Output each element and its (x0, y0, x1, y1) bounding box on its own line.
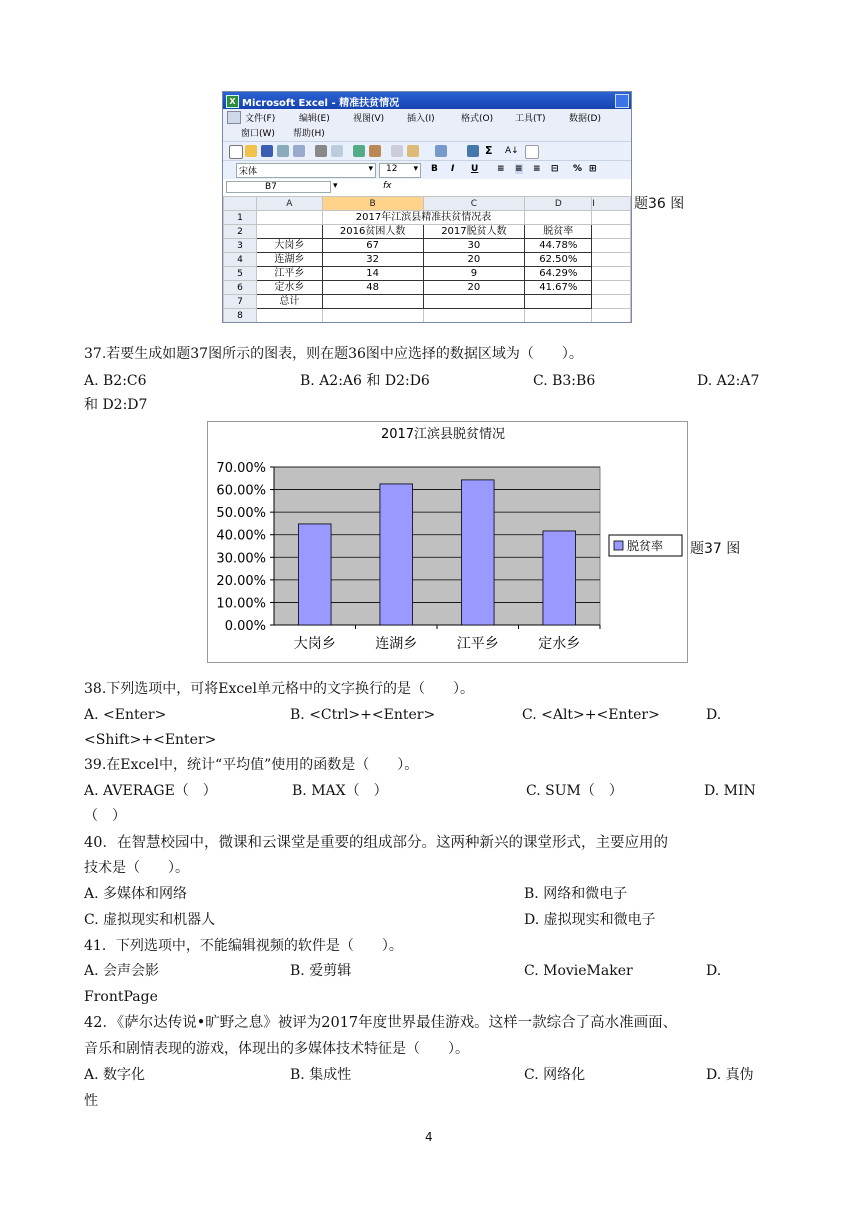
x-tick-label: 定水乡 (538, 636, 581, 652)
q39-option-d-cont: （ ） (84, 808, 126, 824)
q41-option-a: A. 会声会影 (84, 963, 160, 979)
y-tick-label: 40.00% (216, 528, 266, 544)
header-cell[interactable]: 2016贫困人数 (322, 225, 423, 239)
col-header-c[interactable]: C (423, 197, 525, 211)
legend-label: 脱贫率 (627, 539, 664, 553)
name-box[interactable]: B7 (226, 181, 331, 193)
menu-window[interactable]: 窗口(W) (241, 129, 275, 139)
data-cell[interactable]: 9 (423, 267, 525, 281)
q40-stem-line1: 40．在智慧校园中，微课和云课堂是重要的组成部分。这两种新兴的课堂形式，主要应用的 (84, 835, 668, 851)
header-cell[interactable]: 脱贫率 (525, 225, 592, 239)
q42-option-b: B. 集成性 (290, 1067, 352, 1083)
data-cell[interactable]: 30 (423, 239, 525, 253)
header-cell[interactable]: 2017脱贫人数 (423, 225, 525, 239)
copy-icon[interactable] (391, 145, 403, 157)
y-tick-label: 50.00% (216, 506, 266, 522)
q42-stem-line1: 42．《萨尔达传说•旷野之息》被评为2017年度世界最佳游戏。这样一款综合了高水准画面、 (84, 1015, 678, 1031)
q42-stem-line2: 音乐和剧情表现的游戏，体现出的多媒体技术特征是（ ）。 (84, 1041, 469, 1057)
q40-option-b: B. 网络和微电子 (524, 886, 628, 902)
q37-option-d-cont: 和 D2:D7 (84, 397, 148, 413)
font-name-box[interactable] (236, 163, 376, 178)
autosum-icon[interactable]: Σ (485, 144, 493, 157)
excel-title-bar (223, 92, 631, 109)
menu-edit[interactable]: 编辑(E) (299, 114, 330, 124)
y-tick-label: 30.00% (216, 551, 266, 567)
x-tick-label: 江平乡 (456, 636, 499, 652)
selected-cell-b7[interactable] (322, 295, 423, 309)
col-header-a[interactable]: A (257, 197, 323, 211)
borders-icon[interactable]: ⊞ (589, 164, 597, 174)
excel-app-icon: X (226, 95, 239, 108)
q40-option-d: D. 虚拟现实和微电子 (524, 912, 656, 928)
q40-option-a: A. 多媒体和网络 (84, 886, 188, 902)
data-cell[interactable]: 32 (322, 253, 423, 267)
name-cell[interactable]: 连湖乡 (257, 253, 323, 267)
q41-stem: 41．下列选项中，不能编辑视频的软件是（ ）。 (84, 938, 403, 954)
bold-button[interactable]: B (431, 164, 438, 174)
minimize-button[interactable] (615, 94, 629, 108)
data-cell[interactable]: 48 (322, 281, 423, 295)
q37-stem: 37.若要生成如题37图所示的图表，则在题36图中应选择的数据区域为（ ）。 (84, 346, 583, 362)
y-tick-label: 20.00% (216, 573, 266, 589)
plot-area (216, 461, 600, 652)
excel-screenshot (222, 91, 632, 323)
q37-option-c: C. B3:B6 (533, 373, 596, 389)
col-header-b[interactable]: B (322, 197, 423, 211)
col-header-e[interactable]: I (592, 197, 631, 211)
x-tick-label: 连湖乡 (375, 636, 418, 652)
y-tick-label: 70.00% (216, 461, 266, 476)
document-icon (227, 111, 241, 124)
save-icon[interactable] (261, 145, 273, 157)
q41-option-d-cont: FrontPage (84, 989, 158, 1005)
italic-button[interactable]: I (451, 164, 455, 174)
q40-stem-line2: 技术是（ ）。 (84, 860, 189, 876)
q42-option-d: D. 真伪 (706, 1067, 754, 1083)
bar (543, 531, 576, 625)
q39-option-b: B. MAX（ ） (292, 783, 388, 799)
row-header[interactable]: 8 (224, 309, 257, 323)
chart-svg (208, 422, 687, 662)
excel-window-title: Microsoft Excel - 精准扶贫情况 (242, 98, 400, 109)
worksheet-grid (223, 196, 631, 323)
q38-stem: 38.下列选项中，可将Excel单元格中的文字换行的是（ ）。 (84, 681, 474, 697)
undo-icon[interactable] (435, 145, 447, 157)
name-cell[interactable]: 定水乡 (257, 281, 323, 295)
data-cell[interactable]: 62.50% (525, 253, 592, 267)
row-header[interactable]: 5 (224, 267, 257, 281)
menu-help[interactable]: 帮助(H) (293, 129, 325, 139)
bar (298, 524, 331, 625)
q38-option-c: C. <Alt>+<Enter> (522, 707, 660, 723)
align-right-icon[interactable]: ≡ (533, 164, 541, 174)
paste-icon[interactable] (407, 145, 419, 157)
x-tick-label: 大岗乡 (293, 636, 336, 652)
data-cell[interactable]: 20 (423, 253, 525, 267)
underline-button[interactable]: U (471, 164, 479, 174)
open-icon[interactable] (245, 145, 257, 157)
data-cell[interactable]: 44.78% (525, 239, 592, 253)
q41-option-c: C. MovieMaker (524, 963, 633, 979)
q38-option-d-cont: <Shift>+<Enter> (84, 732, 217, 748)
chart-wizard-icon[interactable] (525, 145, 539, 159)
function-icon[interactable]: fx (383, 181, 392, 191)
y-tick-label: 60.00% (216, 483, 266, 499)
data-cell[interactable]: 41.67% (525, 281, 592, 295)
align-center-icon[interactable]: ≡ (515, 164, 523, 174)
hyperlink-icon[interactable] (467, 145, 479, 157)
data-cell[interactable]: 20 (423, 281, 525, 295)
q42-option-a: A. 数字化 (84, 1067, 146, 1083)
research-icon[interactable] (369, 145, 381, 157)
formatting-toolbar (223, 160, 631, 180)
q42-option-d-cont: 性 (84, 1093, 98, 1109)
q38-option-a: A. <Enter> (84, 707, 167, 723)
merge-center-icon[interactable]: ⊟ (551, 164, 559, 174)
q39-stem: 39.在Excel中，统计“平均值”使用的函数是（ ）。 (84, 757, 419, 773)
standard-toolbar (223, 141, 631, 161)
row-header[interactable]: 3 (224, 239, 257, 253)
align-left-icon[interactable]: ≡ (497, 164, 505, 174)
y-tick-label: 0.00% (224, 619, 266, 634)
chart-legend (609, 535, 682, 556)
q37-option-d: D. A2:A7 (697, 373, 760, 389)
row-header[interactable]: 6 (224, 281, 257, 295)
name-cell[interactable]: 江平乡 (257, 267, 323, 281)
col-header-d[interactable]: D (525, 197, 592, 211)
menu-format[interactable]: 格式(O) (461, 114, 494, 124)
row-header[interactable]: 2 (224, 225, 257, 239)
q40-option-c: C. 虚拟现实和机器人 (84, 912, 216, 928)
q37-option-a: A. B2:C6 (84, 373, 147, 389)
q39-option-c: C. SUM（ ） (526, 783, 623, 799)
total-label-cell[interactable]: 总计 (257, 295, 323, 309)
mail-icon[interactable] (293, 145, 305, 157)
q37-option-b: B. A2:A6 和 D2:D6 (300, 373, 430, 389)
fig36-caption: 题36 图 (634, 196, 685, 212)
fig37-caption: 题37 图 (690, 541, 741, 557)
q42-option-c: C. 网络化 (524, 1067, 586, 1083)
q41-option-d: D. (706, 963, 722, 979)
new-icon[interactable] (229, 145, 243, 159)
title-cell[interactable]: 2017年江滨县精准扶贫情况表 (322, 211, 525, 225)
page-number: 4 (425, 1130, 433, 1144)
row-header[interactable]: 7 (224, 295, 257, 309)
data-cell[interactable]: 67 (322, 239, 423, 253)
corner-cell[interactable] (224, 197, 257, 211)
print-icon[interactable] (315, 145, 327, 157)
chart-title: 2017江滨县脱贫情况 (380, 427, 506, 442)
permission-icon[interactable] (277, 145, 289, 157)
font-size: 12 (386, 164, 398, 174)
menu-data[interactable]: 数据(D) (569, 114, 601, 124)
bar (380, 484, 413, 625)
row-header[interactable]: 4 (224, 253, 257, 267)
bar (461, 480, 494, 625)
q38-option-b: B. <Ctrl>+<Enter> (290, 707, 436, 723)
font-dropdown-icon: ▾ (368, 164, 373, 174)
excel-menu-bar (223, 109, 631, 141)
namebox-dropdown-icon[interactable]: ▾ (333, 181, 338, 191)
q38-option-d: D. (706, 707, 722, 723)
data-cell[interactable]: 64.29% (525, 267, 592, 281)
menu-file[interactable]: 文件(F) (245, 114, 276, 124)
print-preview-icon[interactable] (331, 145, 343, 157)
menu-insert[interactable]: 插入(I) (407, 114, 435, 124)
menu-view[interactable]: 视图(V) (353, 114, 385, 124)
data-cell[interactable]: 14 (322, 267, 423, 281)
percent-style-icon[interactable]: % (573, 164, 583, 174)
q39-option-d: D. MIN (704, 783, 756, 799)
menu-tools[interactable]: 工具(T) (515, 114, 546, 124)
font-size-box[interactable] (379, 163, 421, 178)
q41-option-b: B. 爱剪辑 (290, 963, 352, 979)
spelling-icon[interactable] (353, 145, 365, 157)
formula-bar (223, 179, 631, 197)
sort-ascending-icon[interactable]: A↓ (505, 146, 519, 156)
bar-chart (207, 421, 688, 663)
legend-swatch (614, 541, 623, 550)
row-header[interactable]: 1 (224, 211, 257, 225)
q39-option-a: A. AVERAGE（ ） (84, 783, 217, 799)
font-name: 宋体 (239, 167, 258, 177)
name-cell[interactable]: 大岗乡 (257, 239, 323, 253)
size-dropdown-icon: ▾ (413, 164, 418, 174)
y-tick-label: 10.00% (216, 596, 266, 612)
